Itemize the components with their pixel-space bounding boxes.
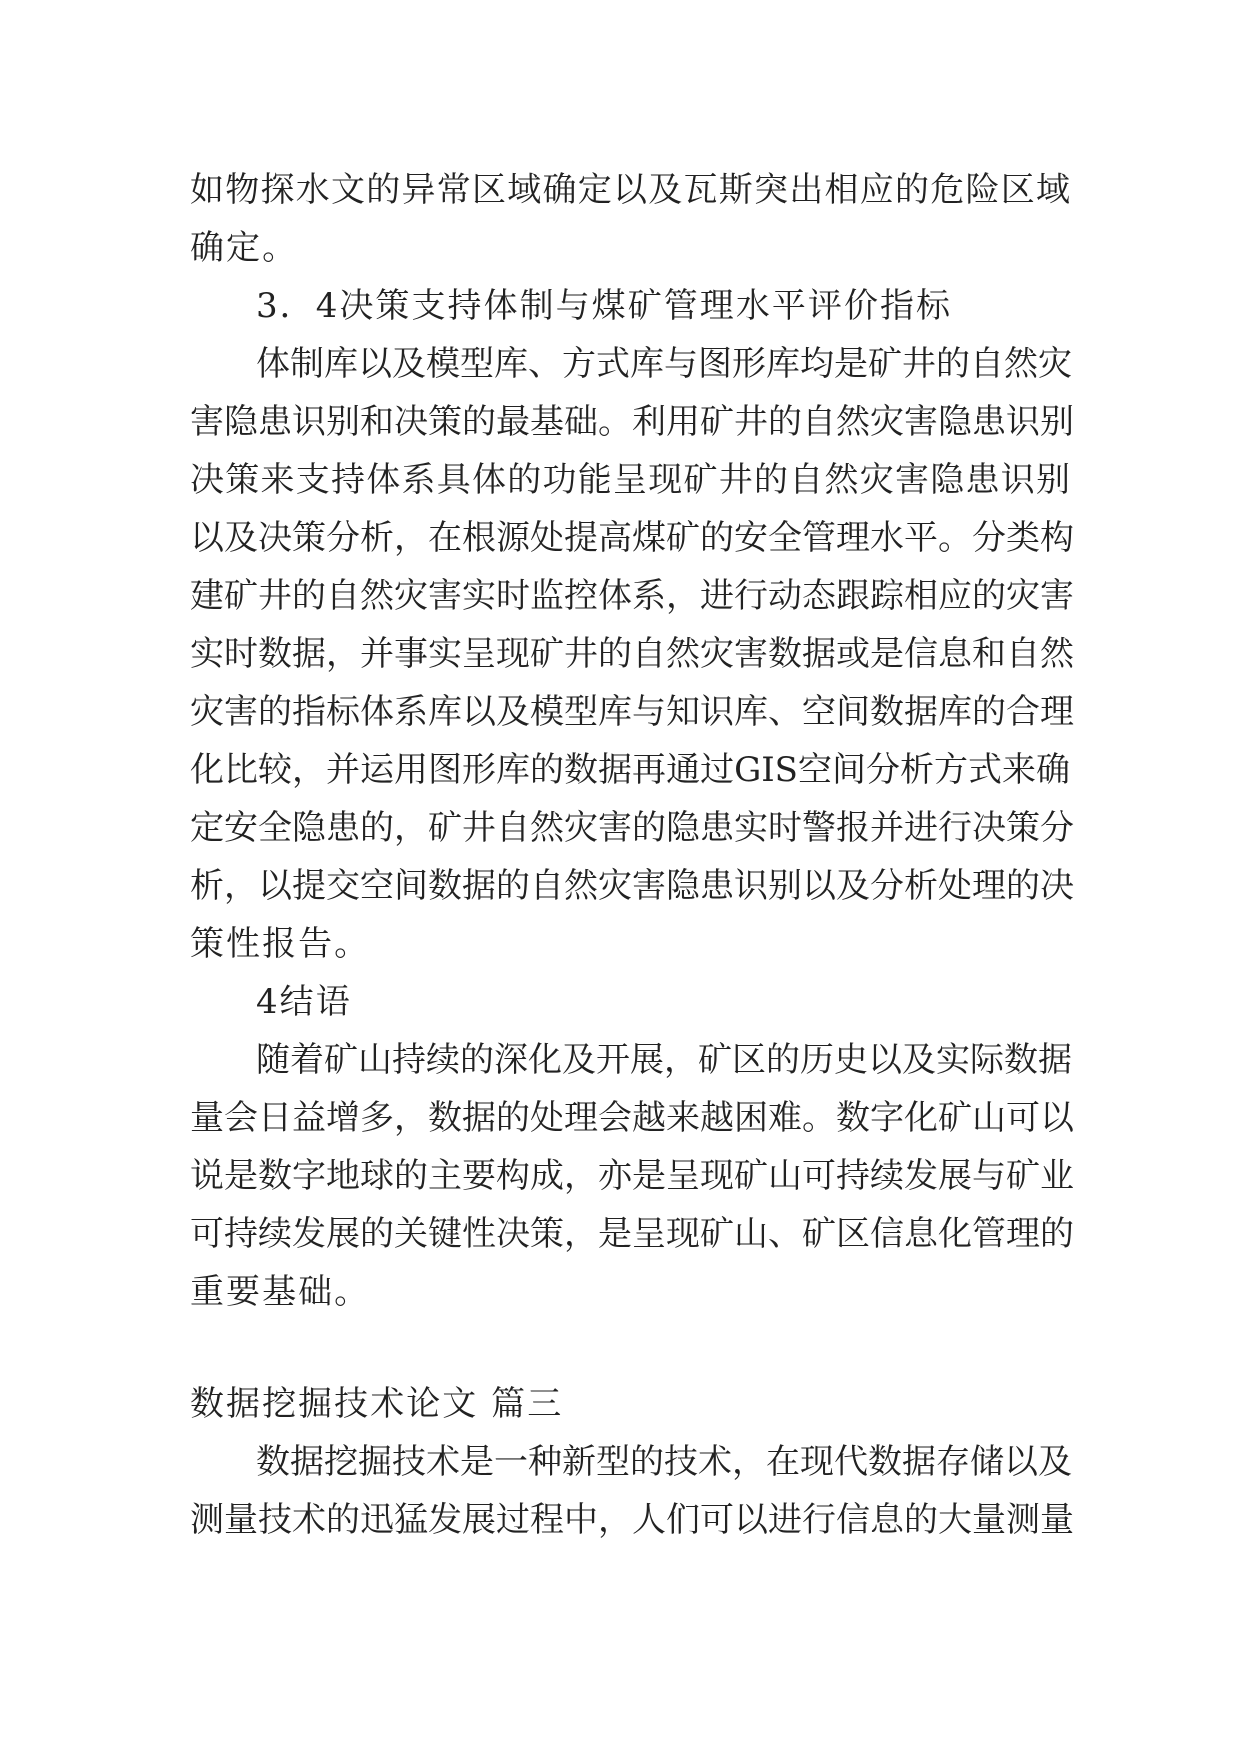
text-line: 建矿井的自然灾害实时监控体系，进行动态跟踪相应的灾害 bbox=[190, 576, 1074, 616]
text-line: 析，以提交空间数据的自然灾害隐患识别以及分析处理的决 bbox=[190, 866, 1074, 906]
text-line: 测量技术的迅猛发展过程中，人们可以进行信息的大量测量 bbox=[190, 1500, 1074, 1540]
text-line: 如物探水文的异常区域确定以及瓦斯突出相应的危险区域 bbox=[190, 170, 1070, 210]
text-line: 体制库以及模型库、方式库与图形库均是矿井的自然灾 bbox=[256, 344, 1072, 384]
text-line: 确定。 bbox=[190, 228, 299, 268]
text-line: 量会日益增多，数据的处理会越来越困难。数字化矿山可以 bbox=[190, 1098, 1074, 1138]
article-title: 数据挖掘技术论文 篇三 bbox=[190, 1384, 564, 1424]
text-line: 随着矿山持续的深化及开展，矿区的历史以及实际数据 bbox=[256, 1040, 1072, 1080]
section-heading: 4结语 bbox=[256, 982, 352, 1022]
text-line: 害隐患识别和决策的最基础。利用矿井的自然灾害隐患识别 bbox=[190, 402, 1074, 442]
text-line: 定安全隐患的，矿井自然灾害的隐患实时警报并进行决策分 bbox=[190, 808, 1074, 848]
text-line: 决策来支持体系具体的功能呈现矿井的自然灾害隐患识别 bbox=[190, 460, 1070, 500]
text-line: 以及决策分析，在根源处提高煤矿的安全管理水平。分类构 bbox=[190, 518, 1074, 558]
text-line: 重要基础。 bbox=[190, 1272, 371, 1312]
text-line: 策性报告。 bbox=[190, 924, 371, 964]
text-line: 说是数字地球的主要构成，亦是呈现矿山可持续发展与矿业 bbox=[190, 1156, 1074, 1196]
text-line: 实时数据，并事实呈现矿井的自然灾害数据或是信息和自然 bbox=[190, 634, 1074, 674]
text-line: 可持续发展的关键性决策，是呈现矿山、矿区信息化管理的 bbox=[190, 1214, 1074, 1254]
text-line: 数据挖掘技术是一种新型的技术，在现代数据存储以及 bbox=[256, 1442, 1072, 1482]
section-heading: 3．4决策支持体制与煤矿管理水平评价指标 bbox=[256, 286, 953, 326]
text-line: 化比较，并运用图形库的数据再通过GIS空间分析方式来确 bbox=[190, 750, 1070, 790]
text-line: 灾害的指标体系库以及模型库与知识库、空间数据库的合理 bbox=[190, 692, 1074, 732]
